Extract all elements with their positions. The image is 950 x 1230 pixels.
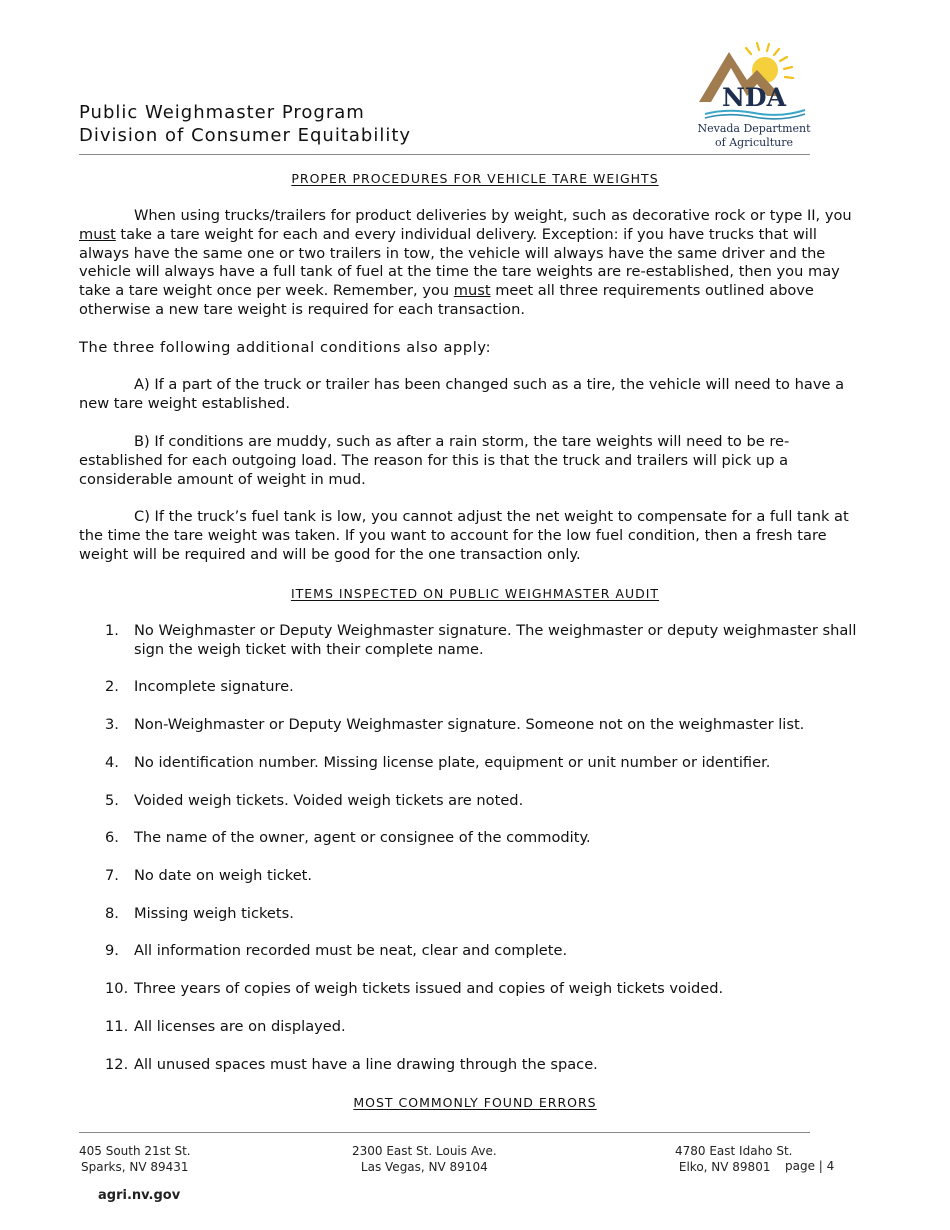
list-item-number: 4. xyxy=(105,754,119,771)
list-item: Three years of copies of weigh tickets issued and copies of weigh tickets voided. xyxy=(134,980,724,997)
list-item: All licenses are on displayed. xyxy=(134,1018,346,1035)
condition-b: B) If conditions are muddy, such as after a rain storm, the tare weights will need to be re-established for each outgoing load. The reason for this is that the truck and trailers will pick up a considerable amount of weight in mud. xyxy=(79,433,790,488)
list-item: No identification number. Missing license plate, equipment or unit number or identifier. xyxy=(134,754,771,771)
division-title: Division of Consumer Equitability xyxy=(79,125,412,146)
footer-divider xyxy=(79,1132,810,1133)
las-vegas-address xyxy=(352,1143,497,1175)
list-item: All unused spaces must have a line drawing through the space. xyxy=(134,1056,598,1073)
common-errors-heading: MOST COMMONLY FOUND ERRORS xyxy=(353,1095,597,1110)
svg-text:Nevada Department: Nevada Department xyxy=(697,122,811,135)
address-city: Elko, NV 89801 xyxy=(678,1160,771,1174)
list-item: Voided weigh tickets. Voided weigh tickets are noted. xyxy=(134,792,524,809)
list-item-number: 12. xyxy=(105,1056,129,1073)
list-item: Missing weigh tickets. xyxy=(134,905,294,922)
address-street: 405 South 21st St. xyxy=(79,1144,191,1158)
list-item-number: 1. xyxy=(105,622,119,639)
website-link[interactable]: agri.nv.gov xyxy=(98,1188,181,1203)
list-item-number: 8. xyxy=(105,905,119,922)
list-item: The name of the owner, agent or consignee of the commodity. xyxy=(134,829,591,846)
list-item-number: 9. xyxy=(105,942,119,959)
sparks-address xyxy=(79,1143,191,1175)
program-title: Public Weighmaster Program xyxy=(79,102,365,123)
elko-address xyxy=(675,1143,792,1175)
svg-text:NDA: NDA xyxy=(722,83,786,112)
page-number: page | 4 xyxy=(785,1159,835,1173)
list-item-number: 3. xyxy=(105,716,119,733)
list-item: Non-Weighmaster or Deputy Weighmaster signature. Someone not on the weighmaster list. xyxy=(134,716,805,733)
list-item-number: 5. xyxy=(105,792,119,809)
condition-a: A) If a part of the truck or trailer has been changed such as a tire, the vehicle will need to have a new tare weight established. xyxy=(79,376,845,412)
conditions-intro: The three following additional conditions also apply: xyxy=(79,339,492,356)
svg-text:of Agriculture: of Agriculture xyxy=(715,136,793,149)
header-divider xyxy=(79,154,810,155)
list-item: Incomplete signature. xyxy=(134,678,294,695)
list-item: All information recorded must be neat, clear and complete. xyxy=(134,942,568,959)
audit-items-heading: ITEMS INSPECTED ON PUBLIC WEIGHMASTER AUDIT xyxy=(290,586,660,601)
list-item-number: 7. xyxy=(105,867,119,884)
condition-c: C) If the truck’s fuel tank is low, you cannot adjust the net weight to compensate for a full tank at the time the tare weight was taken. If you want to account for the low fuel condition, then a fresh tare weight will be required and will be good for the one transaction only. xyxy=(79,508,849,563)
nda-logo xyxy=(697,40,811,152)
list-item: No Weighmaster or Deputy Weighmaster signature. The weighmaster or deputy weighmaster shall sign the weigh ticket with their complete name. xyxy=(134,622,857,658)
list-item: No date on weigh ticket. xyxy=(134,867,313,884)
address-city: Sparks, NV 89431 xyxy=(81,1160,189,1174)
address-street: 4780 East Idaho St. xyxy=(675,1144,793,1158)
list-item-number: 11. xyxy=(105,1018,129,1035)
list-item-number: 10. xyxy=(105,980,129,997)
tare-weights-heading: PROPER PROCEDURES FOR VEHICLE TARE WEIGHTS xyxy=(291,171,659,186)
address-city: Las Vegas, NV 89104 xyxy=(360,1160,488,1174)
address-street: 2300 East St. Louis Ave. xyxy=(352,1144,497,1158)
mountain-sun-logo-icon xyxy=(697,40,811,152)
list-item-number: 6. xyxy=(105,829,119,846)
tare-weight-paragraph: When using trucks/trailers for product deliveries by weight, such as decorative rock or type II, you must take a tare weight for each and every individual delivery. Exception: if you have trucks that will always have the same one or two trailers in tow, the vehicle will always have the same driver and the vehicle will always have a full tank of fuel at the time the tare weights are re-established, then you may take a tare weight once per week. Remember, you must meet all three requirements outlined above otherwise a new tare weight is required for each transaction. xyxy=(79,207,852,318)
list-item-number: 2. xyxy=(105,678,119,695)
